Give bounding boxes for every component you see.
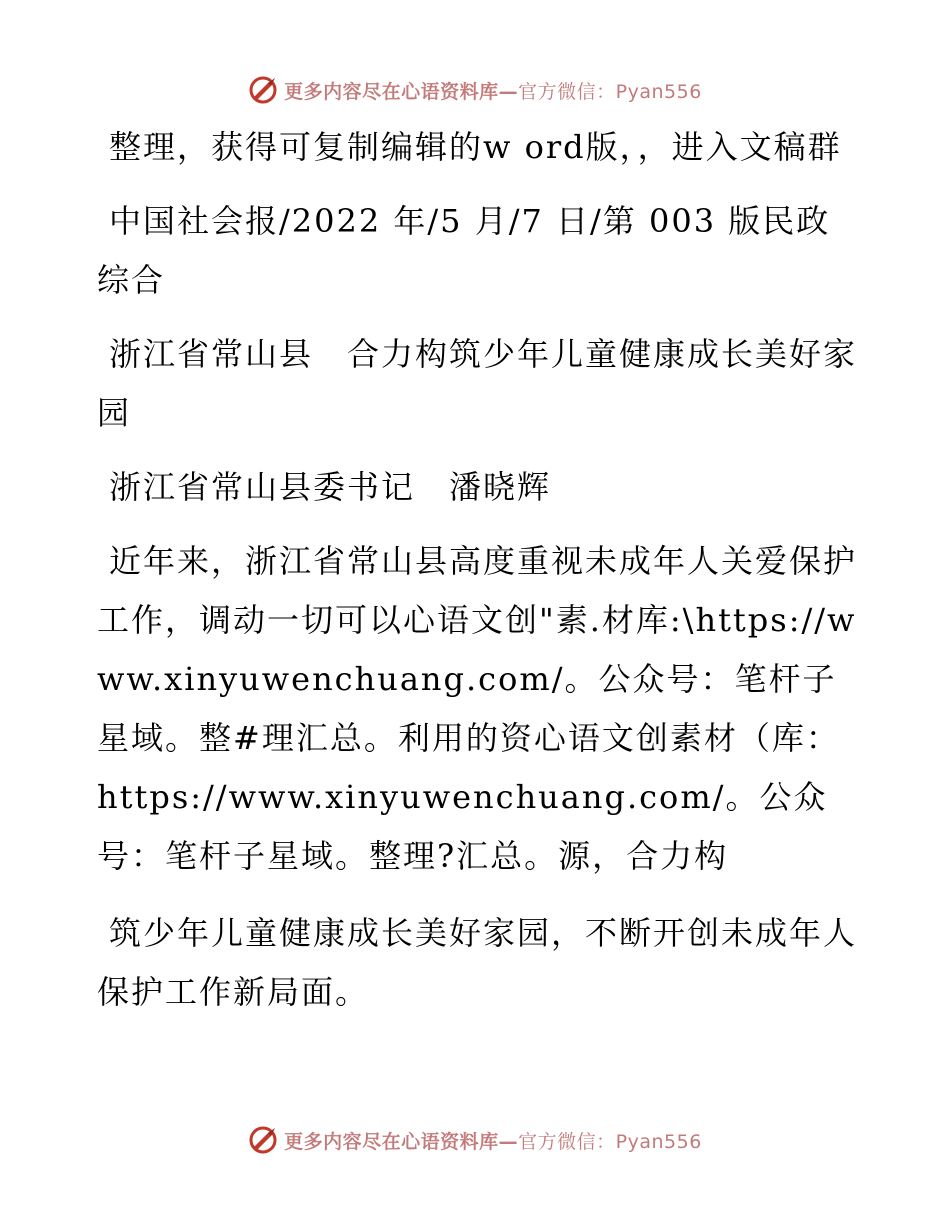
header-banner-title: 更多内容尽在心语资料库—	[284, 80, 519, 103]
header-banner-contact: 官方微信：Pyan556	[518, 80, 702, 103]
paragraph-author-line: 浙江省常山县委书记 潘晓辉	[109, 468, 552, 506]
footer-banner	[0, 1120, 950, 1160]
paragraph-article-title: 浙江省常山县 合力构筑少年儿童健康成长美好家园	[97, 335, 858, 432]
quill-logo-icon	[248, 1125, 278, 1155]
header-banner-text	[284, 77, 702, 104]
paragraph-body-1: 近年来，浙江省常山县高度重视未成年人关爱保护工作，调动一切可以心语文创"素.材库:\https://www.xinyuwenchuang.com/。公众号：笔杆子星域。整#理汇总。利用的资心语文创素材（库：https://www.xinyuwenchuang.com/。公众号：笔杆子星域。整理?汇总。源，合力构	[97, 542, 858, 875]
header-banner	[0, 70, 950, 110]
footer-banner-text	[284, 1127, 702, 1154]
paragraph-intro-note: 整理，获得可复制编辑的w ord版，，进入文稿群	[109, 128, 842, 166]
document-body	[97, 118, 857, 1037]
quill-logo-icon	[248, 75, 278, 105]
footer-banner-contact: 官方微信：Pyan556	[518, 1130, 702, 1153]
header-banner-inner	[248, 75, 702, 105]
paragraph-source-citation: 中国社会报/2022 年/5 月/7 日/第 003 版民政综合	[97, 202, 831, 299]
footer-banner-inner	[248, 1125, 702, 1155]
paragraph-body-2: 筑少年儿童健康成长美好家园，不断开创未成年人保护工作新局面。	[97, 914, 858, 1011]
footer-banner-title: 更多内容尽在心语资料库—	[284, 1130, 519, 1153]
